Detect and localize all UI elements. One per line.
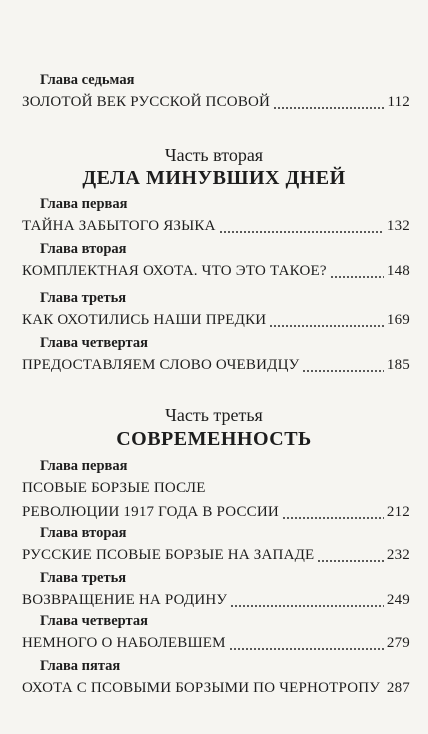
page-number: 212 — [386, 504, 410, 520]
toc-line — [22, 679, 410, 697]
chapter-label: Глава четвертая — [40, 335, 148, 351]
chapter-title-continued: РЕВОЛЮЦИИ 1917 ГОДА В РОССИИ — [22, 504, 279, 520]
chapter-title: КАК ОХОТИЛИСЬ НАШИ ПРЕДКИ — [22, 312, 267, 328]
page-number: 112 — [387, 94, 410, 110]
chapter-title: НЕМНОГО О НАБОЛЕВШЕМ — [22, 635, 226, 651]
chapter-title: ЗОЛОТОЙ ВЕК РУССКОЙ ПСОВОЙ — [22, 94, 271, 110]
dot-leader — [273, 107, 384, 111]
dot-leader — [230, 605, 384, 609]
part-title: СОВРЕМЕННОСТЬ — [116, 428, 312, 450]
part-title: ДЕЛА МИНУВШИХ ДНЕЙ — [82, 167, 346, 189]
dot-leader — [302, 370, 383, 374]
chapter-label: Глава третья — [40, 290, 127, 306]
chapter-label: Глава первая — [40, 458, 128, 474]
toc-line — [22, 356, 410, 374]
dot-leader — [317, 560, 383, 564]
page-number: 279 — [386, 635, 410, 651]
chapter-label: Глава вторая — [40, 525, 127, 541]
chapter-label: Глава седьмая — [40, 72, 135, 88]
toc-line — [22, 217, 410, 235]
chapter-title: ОХОТА С ПСОВЫМИ БОРЗЫМИ ПО ЧЕРНОТРОПУ — [22, 680, 381, 696]
chapter-title: ТАЙНА ЗАБЫТОГО ЯЗЫКА — [22, 218, 216, 234]
toc-line — [22, 262, 410, 280]
chapter-title: ПСОВЫЕ БОРЗЫЕ ПОСЛЕ — [22, 480, 206, 496]
dot-leader — [282, 517, 384, 521]
page-number: 249 — [386, 592, 410, 608]
chapter-title: ВОЗВРАЩЕНИЕ НА РОДИНУ — [22, 592, 228, 608]
dot-leader — [219, 231, 384, 235]
chapter-title: РУССКИЕ ПСОВЫЕ БОРЗЫЕ НА ЗАПАДЕ — [22, 547, 315, 563]
page-number: 169 — [386, 312, 410, 328]
chapter-title: ПРЕДОСТАВЛЯЕМ СЛОВО ОЧЕВИДЦУ — [22, 357, 300, 373]
dot-leader — [330, 276, 384, 280]
chapter-label: Глава пятая — [40, 658, 121, 674]
toc-line — [22, 546, 410, 564]
page-number: 185 — [386, 357, 410, 373]
page-number: 232 — [386, 547, 410, 563]
dot-leader — [383, 693, 384, 697]
toc-line — [22, 93, 410, 111]
page-number: 132 — [386, 218, 410, 234]
toc-line — [22, 503, 410, 521]
chapter-label: Глава вторая — [40, 241, 127, 257]
toc-line — [22, 634, 410, 652]
part-label: Часть вторая — [164, 145, 264, 165]
dot-leader — [269, 325, 384, 329]
chapter-label: Глава первая — [40, 196, 128, 212]
chapter-label: Глава четвертая — [40, 613, 148, 629]
chapter-title: КОМПЛЕКТНАЯ ОХОТА. ЧТО ЭТО ТАКОЕ? — [22, 263, 327, 279]
chapter-label: Глава третья — [40, 570, 127, 586]
part-label: Часть третья — [165, 405, 263, 425]
dot-leader — [229, 648, 384, 652]
page-number: 148 — [386, 263, 410, 279]
page-number: 287 — [386, 680, 410, 696]
toc-line — [22, 311, 410, 329]
toc-line — [22, 591, 410, 609]
